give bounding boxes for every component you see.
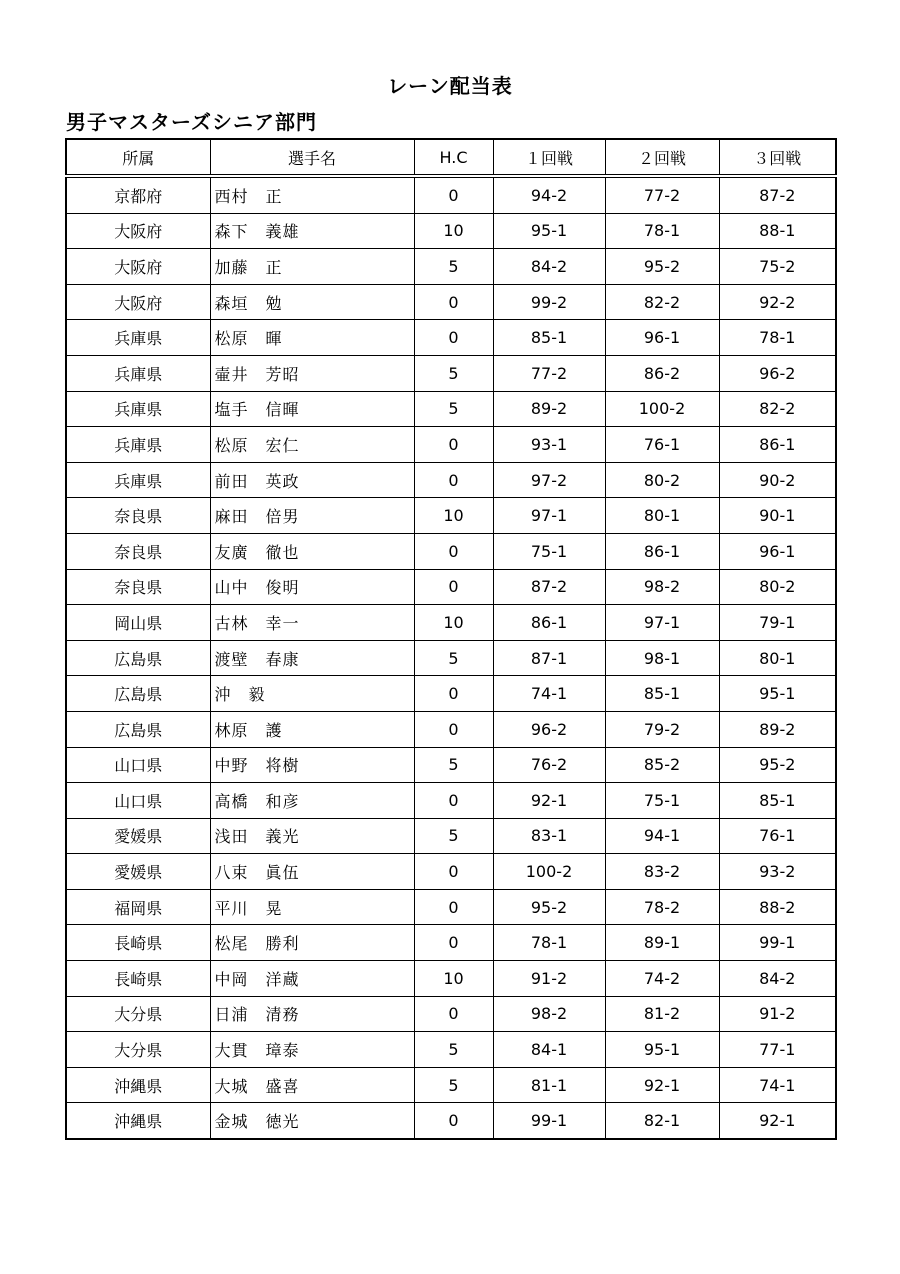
- cell-player-name: 中岡 洋蔵: [210, 961, 414, 997]
- cell-round-3-lane: 78-1: [719, 320, 836, 356]
- table-row: [66, 176, 836, 213]
- cell-handicap: 10: [414, 605, 493, 641]
- cell-handicap: 10: [414, 213, 493, 249]
- cell-handicap: 5: [414, 1032, 493, 1068]
- table-row: [66, 854, 836, 890]
- cell-player-name: 中野 将樹: [210, 747, 414, 783]
- cell-affiliation: 兵庫県: [66, 462, 210, 498]
- cell-affiliation: 兵庫県: [66, 320, 210, 356]
- cell-round-2-lane: 82-1: [605, 1103, 719, 1139]
- cell-round-3-lane: 76-1: [719, 818, 836, 854]
- cell-affiliation: 兵庫県: [66, 355, 210, 391]
- cell-player-name: 山中 俊明: [210, 569, 414, 605]
- cell-round-1-lane: 89-2: [493, 391, 605, 427]
- cell-handicap: 0: [414, 462, 493, 498]
- cell-handicap: 5: [414, 818, 493, 854]
- cell-round-2-lane: 97-1: [605, 605, 719, 641]
- table-row: [66, 355, 836, 391]
- cell-affiliation: 兵庫県: [66, 391, 210, 427]
- cell-player-name: 西村 正: [210, 176, 414, 213]
- cell-player-name: 塩手 信暉: [210, 391, 414, 427]
- table-body: [66, 176, 836, 1139]
- cell-round-1-lane: 81-1: [493, 1067, 605, 1103]
- cell-round-2-lane: 80-2: [605, 462, 719, 498]
- cell-round-3-lane: 87-2: [719, 176, 836, 213]
- cell-round-3-lane: 89-2: [719, 711, 836, 747]
- cell-affiliation: 大阪府: [66, 249, 210, 285]
- cell-player-name: 麻田 倍男: [210, 498, 414, 534]
- header-handicap: H.C: [414, 139, 493, 176]
- cell-round-3-lane: 91-2: [719, 996, 836, 1032]
- cell-player-name: 大城 盛喜: [210, 1067, 414, 1103]
- cell-handicap: 0: [414, 176, 493, 213]
- cell-round-1-lane: 99-2: [493, 284, 605, 320]
- table-row: [66, 391, 836, 427]
- cell-handicap: 0: [414, 783, 493, 819]
- table-row: [66, 889, 836, 925]
- header-player-name: 選手名: [210, 139, 414, 176]
- cell-round-1-lane: 74-1: [493, 676, 605, 712]
- cell-round-2-lane: 100-2: [605, 391, 719, 427]
- cell-player-name: 松原 暉: [210, 320, 414, 356]
- table-row: [66, 213, 836, 249]
- cell-affiliation: 大分県: [66, 1032, 210, 1068]
- cell-round-1-lane: 96-2: [493, 711, 605, 747]
- table-row: [66, 640, 836, 676]
- cell-round-3-lane: 85-1: [719, 783, 836, 819]
- cell-handicap: 0: [414, 427, 493, 463]
- cell-round-2-lane: 83-2: [605, 854, 719, 890]
- cell-round-1-lane: 93-1: [493, 427, 605, 463]
- cell-player-name: 浅田 義光: [210, 818, 414, 854]
- cell-affiliation: 奈良県: [66, 569, 210, 605]
- cell-player-name: 渡壁 春康: [210, 640, 414, 676]
- cell-round-3-lane: 82-2: [719, 391, 836, 427]
- cell-round-1-lane: 92-1: [493, 783, 605, 819]
- cell-round-1-lane: 84-2: [493, 249, 605, 285]
- cell-handicap: 0: [414, 925, 493, 961]
- cell-handicap: 0: [414, 676, 493, 712]
- cell-round-2-lane: 95-2: [605, 249, 719, 285]
- table-row: [66, 498, 836, 534]
- cell-round-2-lane: 82-2: [605, 284, 719, 320]
- cell-round-1-lane: 75-1: [493, 533, 605, 569]
- cell-player-name: 古林 幸一: [210, 605, 414, 641]
- cell-round-2-lane: 85-2: [605, 747, 719, 783]
- cell-player-name: 松原 宏仁: [210, 427, 414, 463]
- cell-handicap: 5: [414, 640, 493, 676]
- cell-affiliation: 山口県: [66, 747, 210, 783]
- cell-round-2-lane: 94-1: [605, 818, 719, 854]
- cell-player-name: 前田 英政: [210, 462, 414, 498]
- cell-round-1-lane: 94-2: [493, 176, 605, 213]
- table-row: [66, 249, 836, 285]
- cell-round-2-lane: 98-1: [605, 640, 719, 676]
- cell-player-name: 森下 義雄: [210, 213, 414, 249]
- cell-handicap: 0: [414, 996, 493, 1032]
- cell-round-3-lane: 80-2: [719, 569, 836, 605]
- cell-round-1-lane: 76-2: [493, 747, 605, 783]
- table-row: [66, 783, 836, 819]
- cell-handicap: 10: [414, 498, 493, 534]
- cell-player-name: 八束 眞伍: [210, 854, 414, 890]
- header-round-1: １回戦: [493, 139, 605, 176]
- cell-affiliation: 沖縄県: [66, 1103, 210, 1139]
- cell-round-2-lane: 76-1: [605, 427, 719, 463]
- cell-player-name: 松尾 勝利: [210, 925, 414, 961]
- cell-round-2-lane: 79-2: [605, 711, 719, 747]
- cell-round-3-lane: 88-2: [719, 889, 836, 925]
- cell-round-3-lane: 95-1: [719, 676, 836, 712]
- cell-player-name: 沖 毅: [210, 676, 414, 712]
- cell-round-3-lane: 75-2: [719, 249, 836, 285]
- cell-round-1-lane: 84-1: [493, 1032, 605, 1068]
- cell-handicap: 0: [414, 320, 493, 356]
- cell-handicap: 0: [414, 284, 493, 320]
- cell-round-2-lane: 89-1: [605, 925, 719, 961]
- table-row: [66, 1103, 836, 1139]
- cell-round-1-lane: 87-1: [493, 640, 605, 676]
- cell-round-2-lane: 78-1: [605, 213, 719, 249]
- cell-player-name: 平川 晃: [210, 889, 414, 925]
- cell-round-1-lane: 95-1: [493, 213, 605, 249]
- cell-round-3-lane: 80-1: [719, 640, 836, 676]
- cell-round-3-lane: 96-2: [719, 355, 836, 391]
- cell-affiliation: 広島県: [66, 640, 210, 676]
- table-row: [66, 711, 836, 747]
- cell-round-3-lane: 90-2: [719, 462, 836, 498]
- cell-round-2-lane: 86-2: [605, 355, 719, 391]
- cell-player-name: 高橋 和彦: [210, 783, 414, 819]
- cell-round-3-lane: 95-2: [719, 747, 836, 783]
- cell-round-1-lane: 91-2: [493, 961, 605, 997]
- cell-round-2-lane: 92-1: [605, 1067, 719, 1103]
- cell-round-3-lane: 99-1: [719, 925, 836, 961]
- cell-handicap: 0: [414, 889, 493, 925]
- cell-round-3-lane: 93-2: [719, 854, 836, 890]
- cell-round-1-lane: 100-2: [493, 854, 605, 890]
- header-affiliation: 所属: [66, 139, 210, 176]
- cell-round-2-lane: 77-2: [605, 176, 719, 213]
- table-row: [66, 569, 836, 605]
- table-row: [66, 320, 836, 356]
- cell-round-3-lane: 90-1: [719, 498, 836, 534]
- table-row: [66, 818, 836, 854]
- cell-player-name: 林原 護: [210, 711, 414, 747]
- cell-handicap: 5: [414, 249, 493, 285]
- cell-handicap: 10: [414, 961, 493, 997]
- table-row: [66, 925, 836, 961]
- table-row: [66, 1032, 836, 1068]
- cell-handicap: 0: [414, 569, 493, 605]
- cell-round-1-lane: 77-2: [493, 355, 605, 391]
- cell-round-2-lane: 78-2: [605, 889, 719, 925]
- cell-affiliation: 愛媛県: [66, 818, 210, 854]
- cell-affiliation: 大阪府: [66, 213, 210, 249]
- cell-affiliation: 山口県: [66, 783, 210, 819]
- cell-round-1-lane: 98-2: [493, 996, 605, 1032]
- cell-affiliation: 兵庫県: [66, 427, 210, 463]
- cell-round-2-lane: 98-2: [605, 569, 719, 605]
- cell-affiliation: 奈良県: [66, 498, 210, 534]
- cell-round-3-lane: 77-1: [719, 1032, 836, 1068]
- cell-affiliation: 岡山県: [66, 605, 210, 641]
- cell-round-1-lane: 86-1: [493, 605, 605, 641]
- cell-round-1-lane: 83-1: [493, 818, 605, 854]
- cell-round-2-lane: 85-1: [605, 676, 719, 712]
- header-round-3: ３回戦: [719, 139, 836, 176]
- cell-player-name: 金城 徳光: [210, 1103, 414, 1139]
- cell-round-2-lane: 80-1: [605, 498, 719, 534]
- cell-round-3-lane: 96-1: [719, 533, 836, 569]
- table-row: [66, 462, 836, 498]
- table-row: [66, 996, 836, 1032]
- cell-affiliation: 京都府: [66, 176, 210, 213]
- lane-assignment-table: [65, 138, 837, 1140]
- table-row: [66, 676, 836, 712]
- cell-affiliation: 沖縄県: [66, 1067, 210, 1103]
- table-row: [66, 1067, 836, 1103]
- cell-round-3-lane: 84-2: [719, 961, 836, 997]
- cell-affiliation: 大分県: [66, 996, 210, 1032]
- cell-round-1-lane: 85-1: [493, 320, 605, 356]
- cell-affiliation: 福岡県: [66, 889, 210, 925]
- table-row: [66, 533, 836, 569]
- table-row: [66, 605, 836, 641]
- cell-affiliation: 大阪府: [66, 284, 210, 320]
- table-row: [66, 961, 836, 997]
- cell-player-name: 友廣 徹也: [210, 533, 414, 569]
- cell-round-3-lane: 74-1: [719, 1067, 836, 1103]
- cell-round-2-lane: 95-1: [605, 1032, 719, 1068]
- cell-round-1-lane: 97-2: [493, 462, 605, 498]
- table-row: [66, 427, 836, 463]
- cell-round-2-lane: 74-2: [605, 961, 719, 997]
- cell-affiliation: 長崎県: [66, 961, 210, 997]
- cell-player-name: 日浦 清務: [210, 996, 414, 1032]
- cell-round-3-lane: 86-1: [719, 427, 836, 463]
- cell-round-2-lane: 75-1: [605, 783, 719, 819]
- cell-round-1-lane: 87-2: [493, 569, 605, 605]
- cell-affiliation: 長崎県: [66, 925, 210, 961]
- cell-handicap: 5: [414, 355, 493, 391]
- header-round-2: ２回戦: [605, 139, 719, 176]
- cell-round-3-lane: 88-1: [719, 213, 836, 249]
- cell-handicap: 0: [414, 711, 493, 747]
- cell-round-3-lane: 92-2: [719, 284, 836, 320]
- cell-affiliation: 広島県: [66, 676, 210, 712]
- cell-round-3-lane: 92-1: [719, 1103, 836, 1139]
- cell-round-2-lane: 81-2: [605, 996, 719, 1032]
- document-title: レーン配当表: [387, 74, 513, 98]
- cell-handicap: 0: [414, 854, 493, 890]
- cell-round-1-lane: 97-1: [493, 498, 605, 534]
- cell-round-2-lane: 96-1: [605, 320, 719, 356]
- cell-handicap: 0: [414, 533, 493, 569]
- section-title: 男子マスターズシニア部門: [66, 110, 317, 134]
- table-row: [66, 284, 836, 320]
- cell-player-name: 壷井 芳昭: [210, 355, 414, 391]
- table-header-row: [66, 139, 836, 176]
- cell-affiliation: 広島県: [66, 711, 210, 747]
- cell-round-1-lane: 99-1: [493, 1103, 605, 1139]
- table-row: [66, 747, 836, 783]
- cell-round-1-lane: 95-2: [493, 889, 605, 925]
- cell-affiliation: 奈良県: [66, 533, 210, 569]
- cell-player-name: 森垣 勉: [210, 284, 414, 320]
- cell-round-2-lane: 86-1: [605, 533, 719, 569]
- cell-handicap: 5: [414, 1067, 493, 1103]
- cell-handicap: 5: [414, 747, 493, 783]
- cell-player-name: 加藤 正: [210, 249, 414, 285]
- cell-handicap: 5: [414, 391, 493, 427]
- cell-round-1-lane: 78-1: [493, 925, 605, 961]
- cell-round-3-lane: 79-1: [719, 605, 836, 641]
- cell-handicap: 0: [414, 1103, 493, 1139]
- cell-affiliation: 愛媛県: [66, 854, 210, 890]
- cell-player-name: 大貫 璋泰: [210, 1032, 414, 1068]
